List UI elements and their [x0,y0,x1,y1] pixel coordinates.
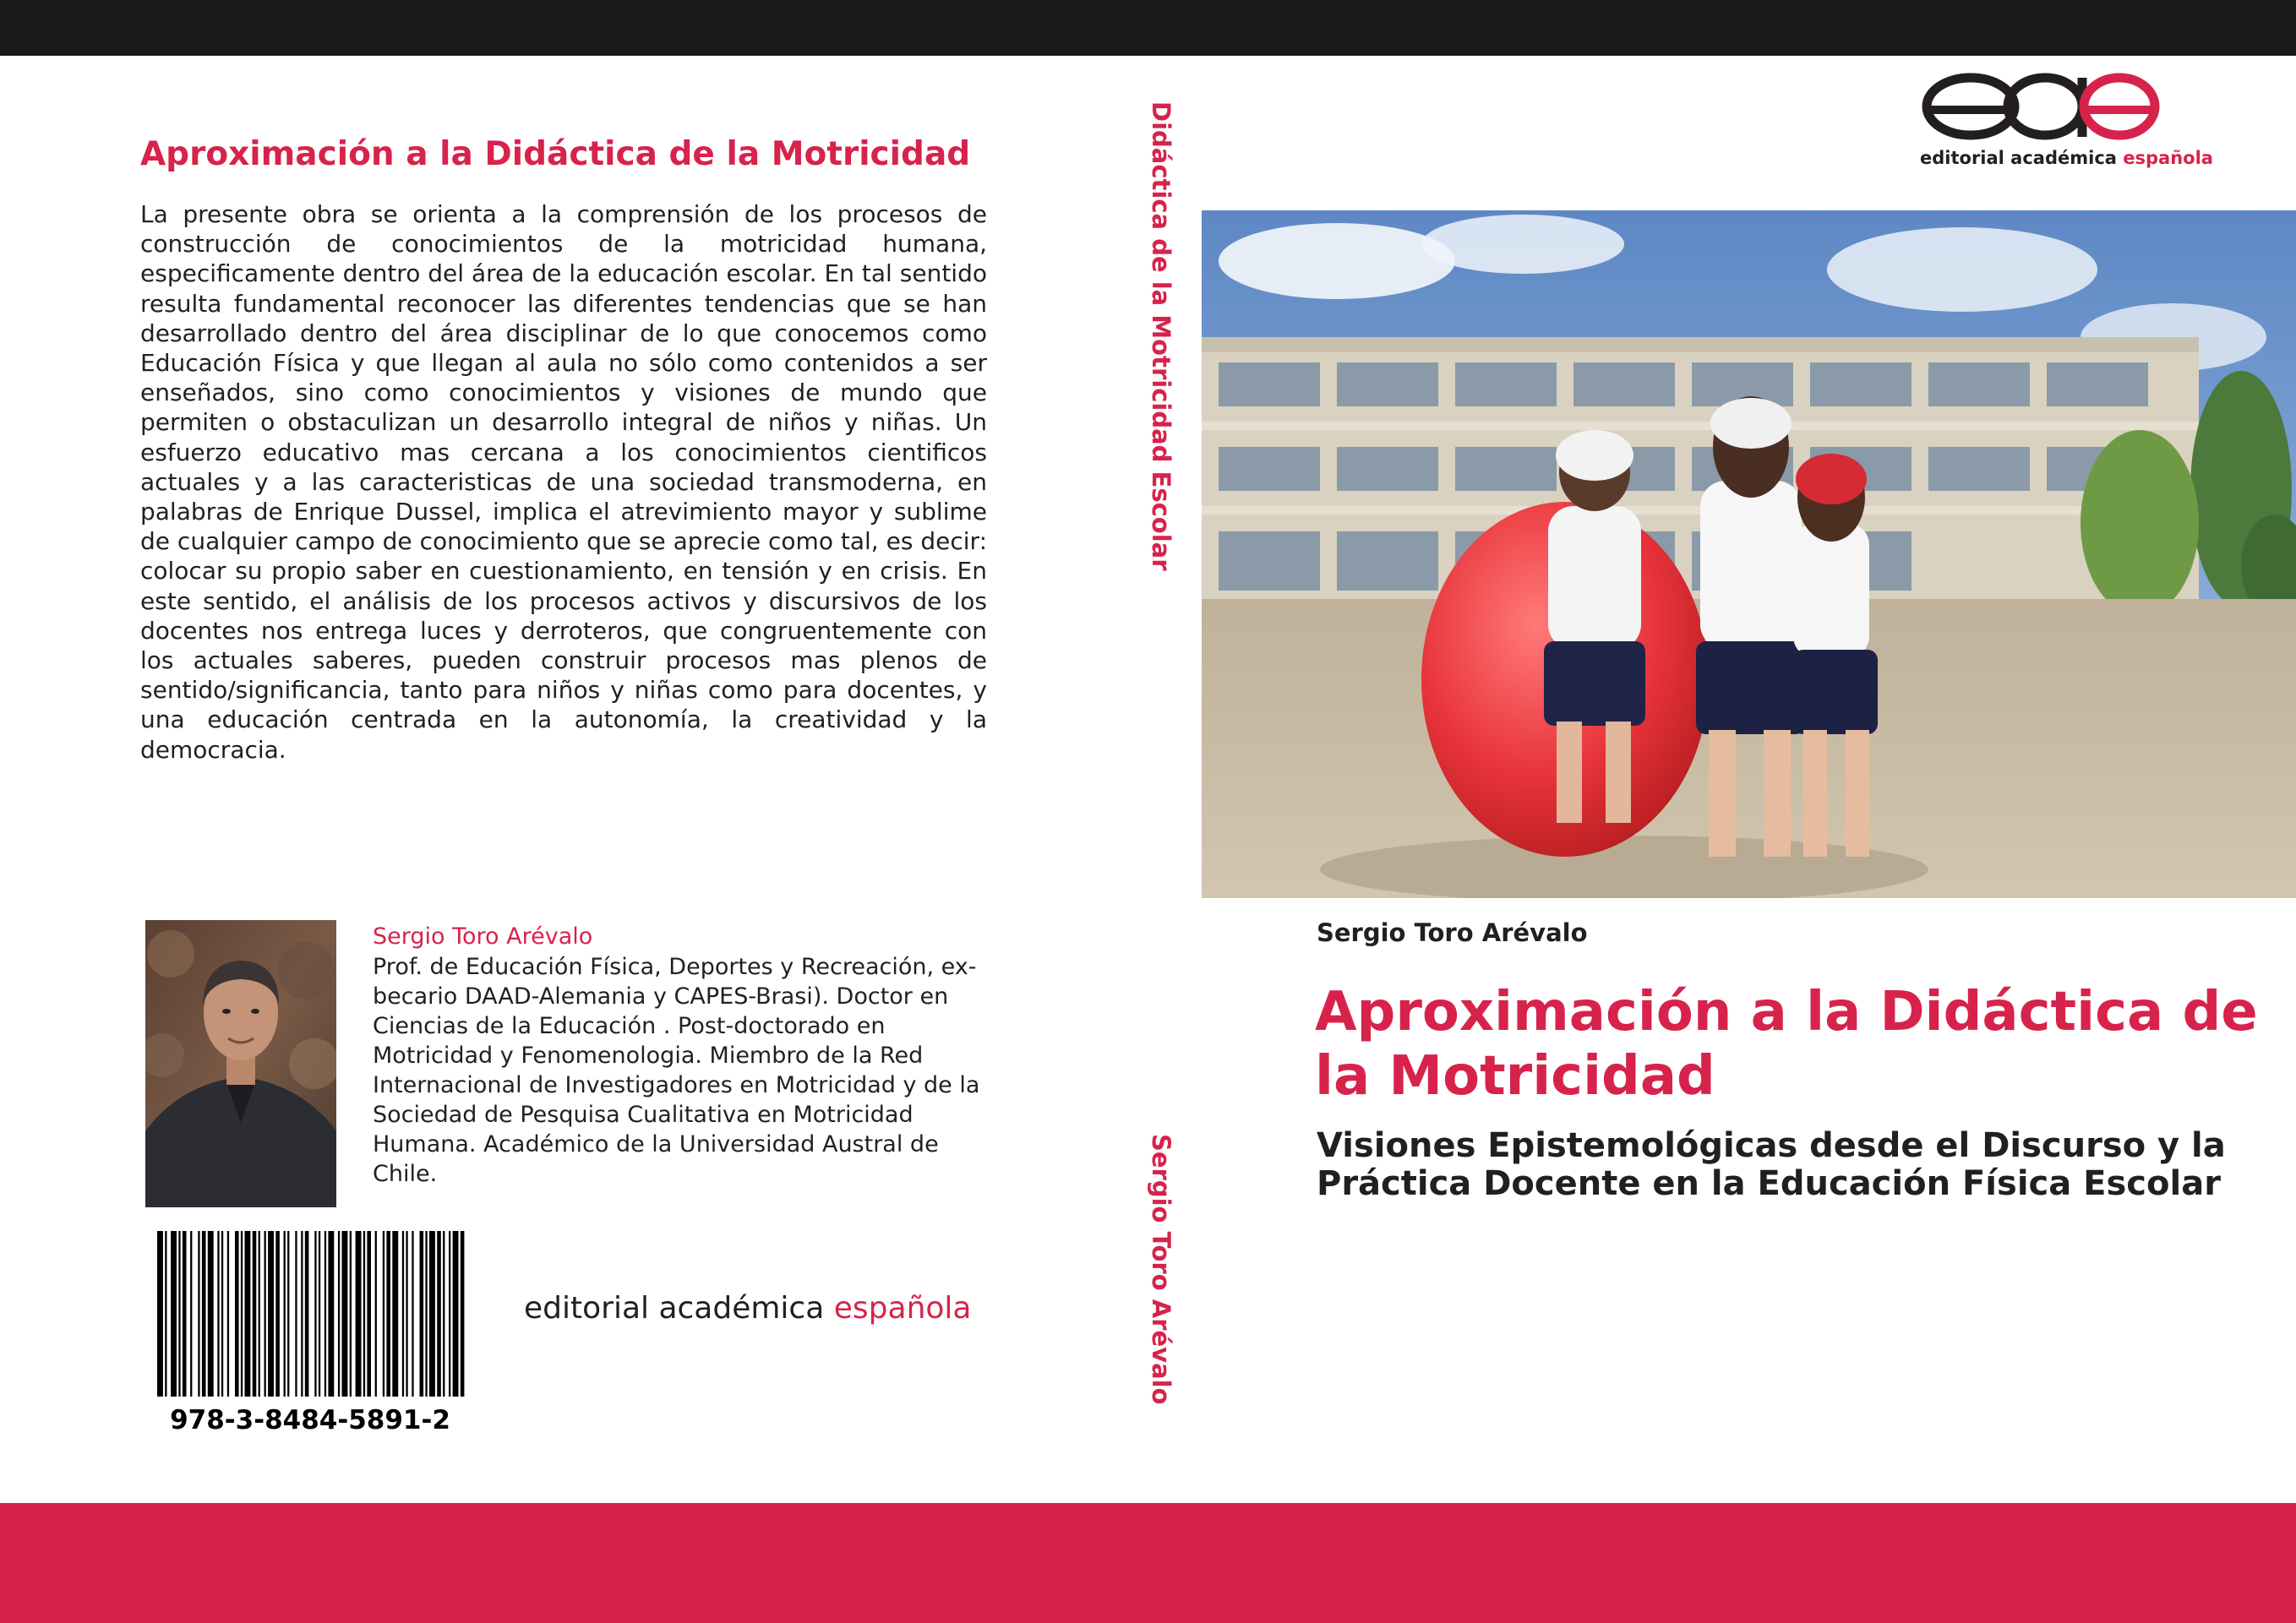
barcode-bar [453,1231,459,1397]
barcode-bar [284,1231,286,1397]
logo-caption [1920,148,2213,168]
barcode-bar [295,1231,297,1397]
barcode-bar [328,1231,334,1397]
barcode-bar [217,1231,219,1397]
barcode-bar [171,1231,177,1397]
barcode-bar [314,1231,316,1397]
barcode-bar [461,1231,465,1397]
barcode-bar [386,1231,390,1397]
back-publisher-accent: española [833,1291,972,1326]
cover-photo [1202,210,2296,898]
bottom-band [0,1503,2296,1623]
author-bio-name: Sergio Toro Arévalo [373,923,593,950]
spine-title: Didáctica de la Motricidad Escolar [1147,101,1175,571]
barcode-bar [449,1231,450,1397]
barcode-bar [324,1231,326,1397]
back-cover-title: Aproximación a la Didáctica de la Motricidad [140,135,971,173]
barcode-bar [342,1231,348,1397]
front-author: Sergio Toro Arévalo [1317,918,1588,947]
barcode-bar [198,1231,199,1397]
barcode-bar [420,1231,424,1397]
logo-caption-main: editorial académica [1920,148,2117,168]
top-band [0,0,2296,56]
barcode-bar [429,1231,435,1397]
barcode-bar [241,1231,243,1397]
barcode-bar [183,1231,187,1397]
barcode-bar [268,1231,274,1397]
barcode-bar [305,1231,309,1397]
author-bio: Prof. de Educación Física, Deportes y Recreación, ex-becario DAAD-Alemania y CAPES-Brasi). Doctor en Ciencias de la Educación . Post-doctorado en Motricidad y Fenomenologia. Miembro de la Red Internacional de Investigadores en Motricidad y de la Sociedad de Pesquisa Cualitativa en Motricidad Humana. Académico de la Universidad Austral de Chile. [373,954,980,1187]
back-publisher-main: editorial académica [524,1291,825,1326]
barcode-bar [227,1231,229,1397]
front-subtitle: Visiones Epistemológicas desde el Discurso y la Práctica Docente en la Educación Física Escolar [1317,1126,2226,1203]
barcode-bar [165,1231,166,1397]
barcode-bar [265,1231,266,1397]
barcode-bar [178,1231,180,1397]
barcode-bar [437,1231,441,1397]
barcode-bar [202,1231,206,1397]
barcode-bar [338,1231,340,1397]
barcode-bar [235,1231,239,1397]
barcode-bar [245,1231,251,1397]
barcode-bar [287,1231,289,1397]
barcode-bar [392,1231,398,1397]
barcode-bar [412,1231,413,1397]
barcode-bar [157,1231,163,1397]
barcode-bar [259,1231,260,1397]
barcode-bar [367,1231,371,1397]
author-photo [145,920,336,1207]
barcode-bar [406,1231,407,1397]
barcode-bar [425,1231,427,1397]
barcode-bar [319,1231,320,1397]
logo-caption-accent: española [2123,148,2213,168]
barcode-bar [208,1231,214,1397]
barcode-bar [253,1231,257,1397]
back-cover-blurb: La presente obra se orienta a la comprensión de los procesos de construcción de conocimientos de la motricidad humana, especificamente dentro del área de la educación escolar. En tal sentido resulta fundamental reconocer las diferentes tendencias que se han desarrollado dentro del área disciplinar de lo que conocemos como Educación Física y que llegan al aula no sólo como contenidos a ser enseñados, sino como conocimientos y visiones de mundo que permiten o obstaculizan un desarrollo integral de niños y niñas. Un esfuerzo educativo mas cercana a los conocimientos cientificos actuales y a las caracteristicas de una sociedad transmoderna, en palabras de Enrique Dussel, implica el atrevimiento mayor y sublime de cualquier campo de conocimiento que se aprecie como tal, es decir: colocar su propio saber en cuestionamiento, en tensión y en crisis. En este sentido, el análisis de los procesos activos y discursivos de los docentes nos entrega luces y derroteros, que congruentemente con los actuales saberes, pueden construir procesos mas plenos de sentido/significancia, tanto para niños y niñas como para docentes, y una educación centrada en la autonomía, la creatividad y la democracia. [140,200,987,764]
barcode-bar [402,1231,404,1397]
barcode-bar [375,1231,377,1397]
spine-author: Sergio Toro Arévalo [1147,1134,1175,1405]
barcode-bar [363,1231,365,1397]
barcode-bar [190,1231,192,1397]
barcode-bar [356,1231,362,1397]
barcode-bar [275,1231,280,1397]
barcode-bar [221,1231,223,1397]
back-publisher-name [524,1291,971,1326]
front-title: Aproximación a la Didáctica de la Motricidad [1315,981,2258,1108]
barcode [155,1231,465,1397]
barcode-bar [383,1231,384,1397]
barcode-bar [443,1231,444,1397]
barcode-bar [350,1231,352,1397]
barcode-bar [301,1231,303,1397]
isbn: 978-3-8484-5891-2 [170,1405,450,1435]
